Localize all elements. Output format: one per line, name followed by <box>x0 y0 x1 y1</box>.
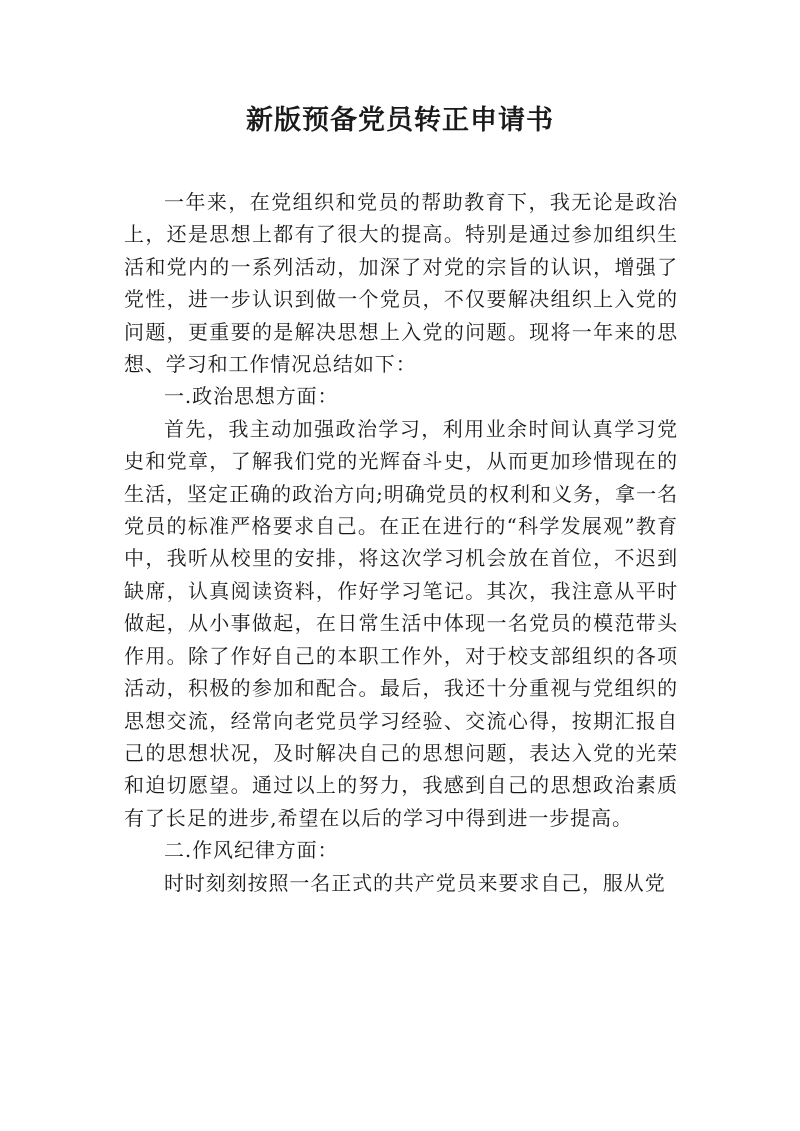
paragraph-intro: 一年来，在党组织和党员的帮助教育下，我无论是政治上，还是思想上都有了很大的提高。特别是通过参加组织生活和党内的一系列活动，加深了对党的宗旨的认识，增强了党性，进一步认识到做一个党员，不仅要解决组织上入党的问题，更重要的是解决思想上入党的问题。现将一年来的思想、学习和工作情况总结如下： <box>124 190 678 377</box>
section-heading-political: 一.政治思想方面： <box>164 384 339 409</box>
section-heading-discipline: 二.作风纪律方面： <box>164 838 339 863</box>
document-body <box>124 186 678 899</box>
document-title: 新版预备党员转正申请书 <box>246 105 554 136</box>
paragraph-discipline: 时时刻刻按照一名正式的共产党员来要求自己，服从党 <box>164 870 666 895</box>
paragraph-political: 首先，我主动加强政治学习，利用业余时间认真学习党史和党章，了解我们党的光辉奋斗史，从而更加珍惜现在的生活，坚定正确的政治方向;明确党员的权利和义务，拿一名党员的标准严格要求自己。在正在进行的“科学发展观”教育中，我听从校里的安排，将这次学习机会放在首位，不迟到缺席，认真阅读资料，作好学习笔记。其次，我注意从平时做起，从小事做起，在日常生活中体现一名党员的模范带头作用。除了作好自己的本职工作外，对于校支部组织的各项活动，积极的参加和配合。最后，我还十分重视与党组织的思想交流，经常向老党员学习经验、交流心得，按期汇报自己的思想状况，及时解决自己的思想问题，表达入党的光荣和迫切愿望。通过以上的努力，我感到自己的思想政治素质有了长足的进步,希望在以后的学习中得到进一步提高。 <box>124 416 678 830</box>
